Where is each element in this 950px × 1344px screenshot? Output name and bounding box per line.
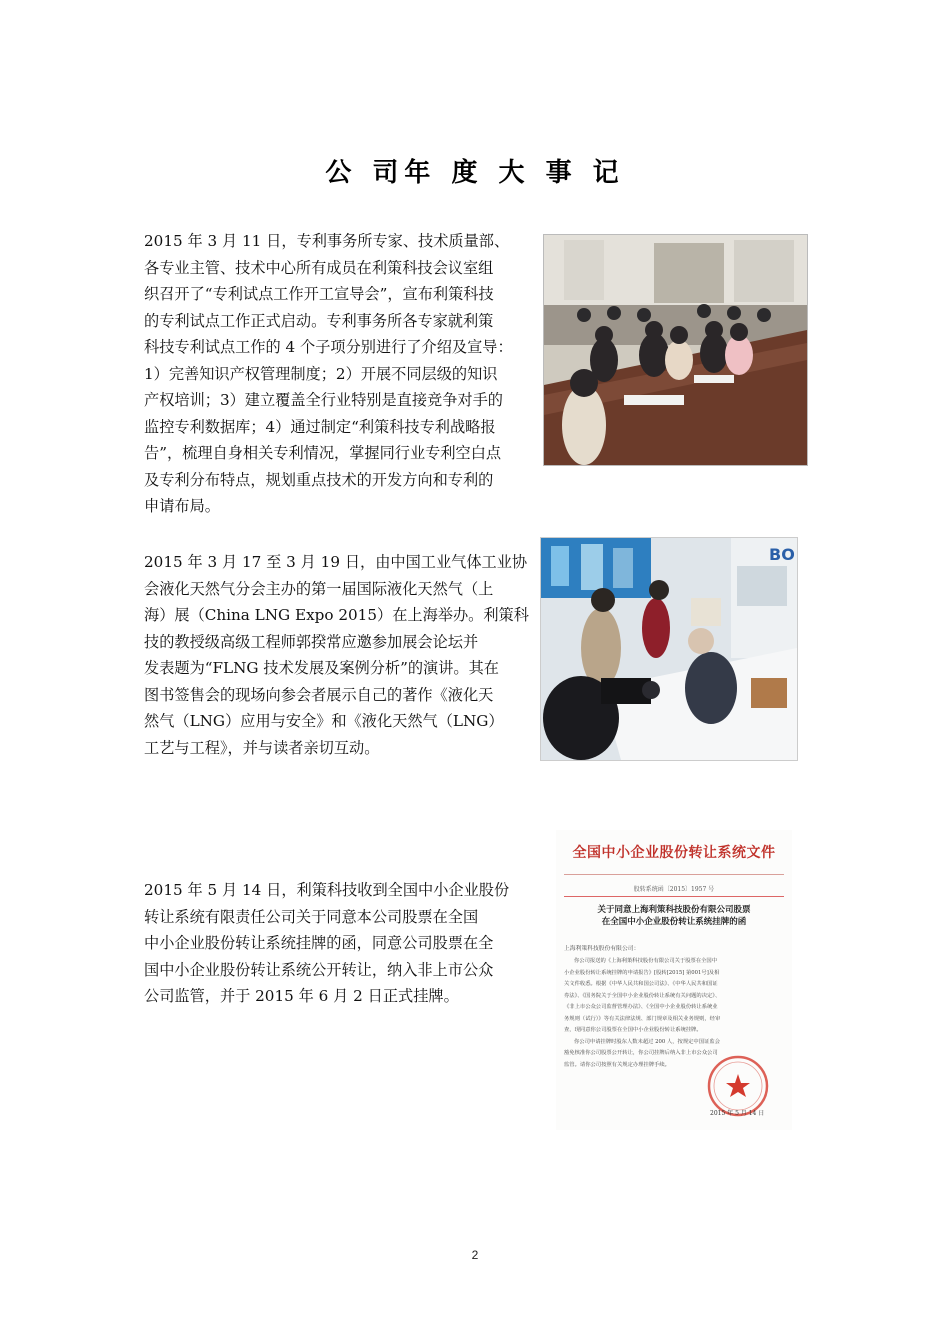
text-line: 中小企业股份转让系统挂牌的函，同意公司股票在全 <box>144 934 494 952</box>
page-number: 2 <box>471 1248 479 1262</box>
svg-text:BO: BO <box>769 545 795 564</box>
text-line: 国中小企业股份转让系统公开转让，纳入非上市公众 <box>144 960 494 979</box>
letter-title-line: 关于同意上海利策科技股份有限公司股票 <box>597 905 751 915</box>
text-line: 转让系统有限责任公司关于同意本公司股票在全国 <box>144 907 479 926</box>
meeting-photo <box>543 234 808 466</box>
text-line: 工艺与工程》，并与读者亲切互动。 <box>144 738 380 757</box>
page-title: 公 司年 度 大 事 记 <box>325 158 625 188</box>
letter-doc-number: 股转系统函〔2015〕1957 号 <box>633 886 715 893</box>
text-line: 技的教授级高级工程师郭揆常应邀参加展会论坛并 <box>144 632 479 651</box>
letter-body-line: 券法》、《国务院关于全国中小企业股份转让系统有关问题的决定》、 <box>564 992 721 999</box>
event-paragraph-3 <box>144 877 509 1010</box>
text-line: 申请布局。 <box>144 497 220 515</box>
text-line: 1）完善知识产权管理制度；2）开展不同层级的知识 <box>144 364 498 383</box>
letter-divider <box>564 896 784 897</box>
letter-title <box>556 904 792 928</box>
text-line: 监控专利数据库；4）通过制定“利策科技专利战略报 <box>144 417 496 436</box>
event-paragraph-1 <box>144 228 513 520</box>
letter-body-line: 务规则（试行）》等有关法律法规、部门规章及相关业务规则，经审 <box>564 1015 721 1022</box>
letter-divider <box>564 874 784 875</box>
text-line: 科技专利试点工作的 4 个子项分别进行了介绍及宣导： <box>144 338 513 356</box>
letter-body-line: 关文件收悉。根据《中华人民共和国公司法》、《中华人民共和国证 <box>564 981 718 987</box>
text-line: 各专业主管、技术中心所有成员在利策科技会议室组 <box>144 258 494 277</box>
expo-photo <box>540 537 798 761</box>
approval-letter-image <box>556 830 792 1130</box>
text-line: 2015 年 3 月 11 日，专利事务所专家、技术质量部、 <box>144 232 510 250</box>
text-line: 然气（LNG）应用与安全》和《液化天然气（LNG） <box>144 712 504 730</box>
text-line: 2015 年 3 月 17 至 3 月 19 日，由中国工业气体工业协 <box>144 553 528 571</box>
letter-body-line: 你公司申请挂牌时股东人数未超过 200 人，按规定中国证监会 <box>574 1038 720 1045</box>
text-line: 发表题为“FLNG 技术发展及案例分析”的演讲。其在 <box>144 659 499 677</box>
text-line: 2015 年 5 月 14 日，利策科技收到全国中小企业股份 <box>144 881 510 899</box>
text-line: 织召开了“专利试点工作开工宣导会”，宣布利策科技 <box>144 285 494 303</box>
letter-body-line: 查，现同意你公司股票在全国中小企业股份转让系统挂牌。 <box>564 1027 702 1033</box>
letter-header: 全国中小企业股份转让系统文件 <box>572 845 776 861</box>
letter-title-line: 在全国中小企业股份转让系统挂牌的函 <box>601 917 747 927</box>
text-line: 的专利试点工作正式启动。专利事务所各专家就利策 <box>144 311 494 330</box>
text-line: 海）展（China LNG Expo 2015）在上海举办。利策科 <box>144 606 529 624</box>
text-line: 图书签售会的现场向参会者展示自己的著作《液化天 <box>144 685 494 704</box>
event-paragraph-2 <box>144 549 529 761</box>
text-line: 会液化天然气分会主办的第一届国际液化天然气（上 <box>144 579 494 598</box>
letter-body-line: 小企业股份转让系统挂牌的申请报告》[股转[2015] 第001号]及相 <box>564 969 720 976</box>
text-line: 产权培训；3）建立覆盖全行业特别是直接竞争对手的 <box>144 391 503 409</box>
letter-body-line: 《非上市公众公司监督管理办法》、《全国中小企业股份转让系统业 <box>564 1004 718 1010</box>
text-line: 公司监管，并于 2015 年 6 月 2 日正式挂牌。 <box>144 987 459 1005</box>
letter-body-line: 豁免核准你公司股票公开转让，你公司挂牌后纳入非上市公众公司 <box>564 1050 718 1056</box>
letter-recipient: 上海利策科技股份有限公司： <box>564 946 640 952</box>
letter-date: 2015 年 5 月 14 日 <box>710 1110 765 1117</box>
letter-body-line: 监管。请你公司按照有关规定办理挂牌手续。 <box>564 1061 670 1068</box>
letter-body-line: 你公司报送的《上海利策科技股份有限公司关于股票在全国中 <box>574 958 718 964</box>
text-line: 及专利分布特点，规划重点技术的开发方向和专利的 <box>144 470 494 489</box>
text-line: 告”，梳理自身相关专利情况，掌握同行业专利空白点 <box>144 444 502 462</box>
